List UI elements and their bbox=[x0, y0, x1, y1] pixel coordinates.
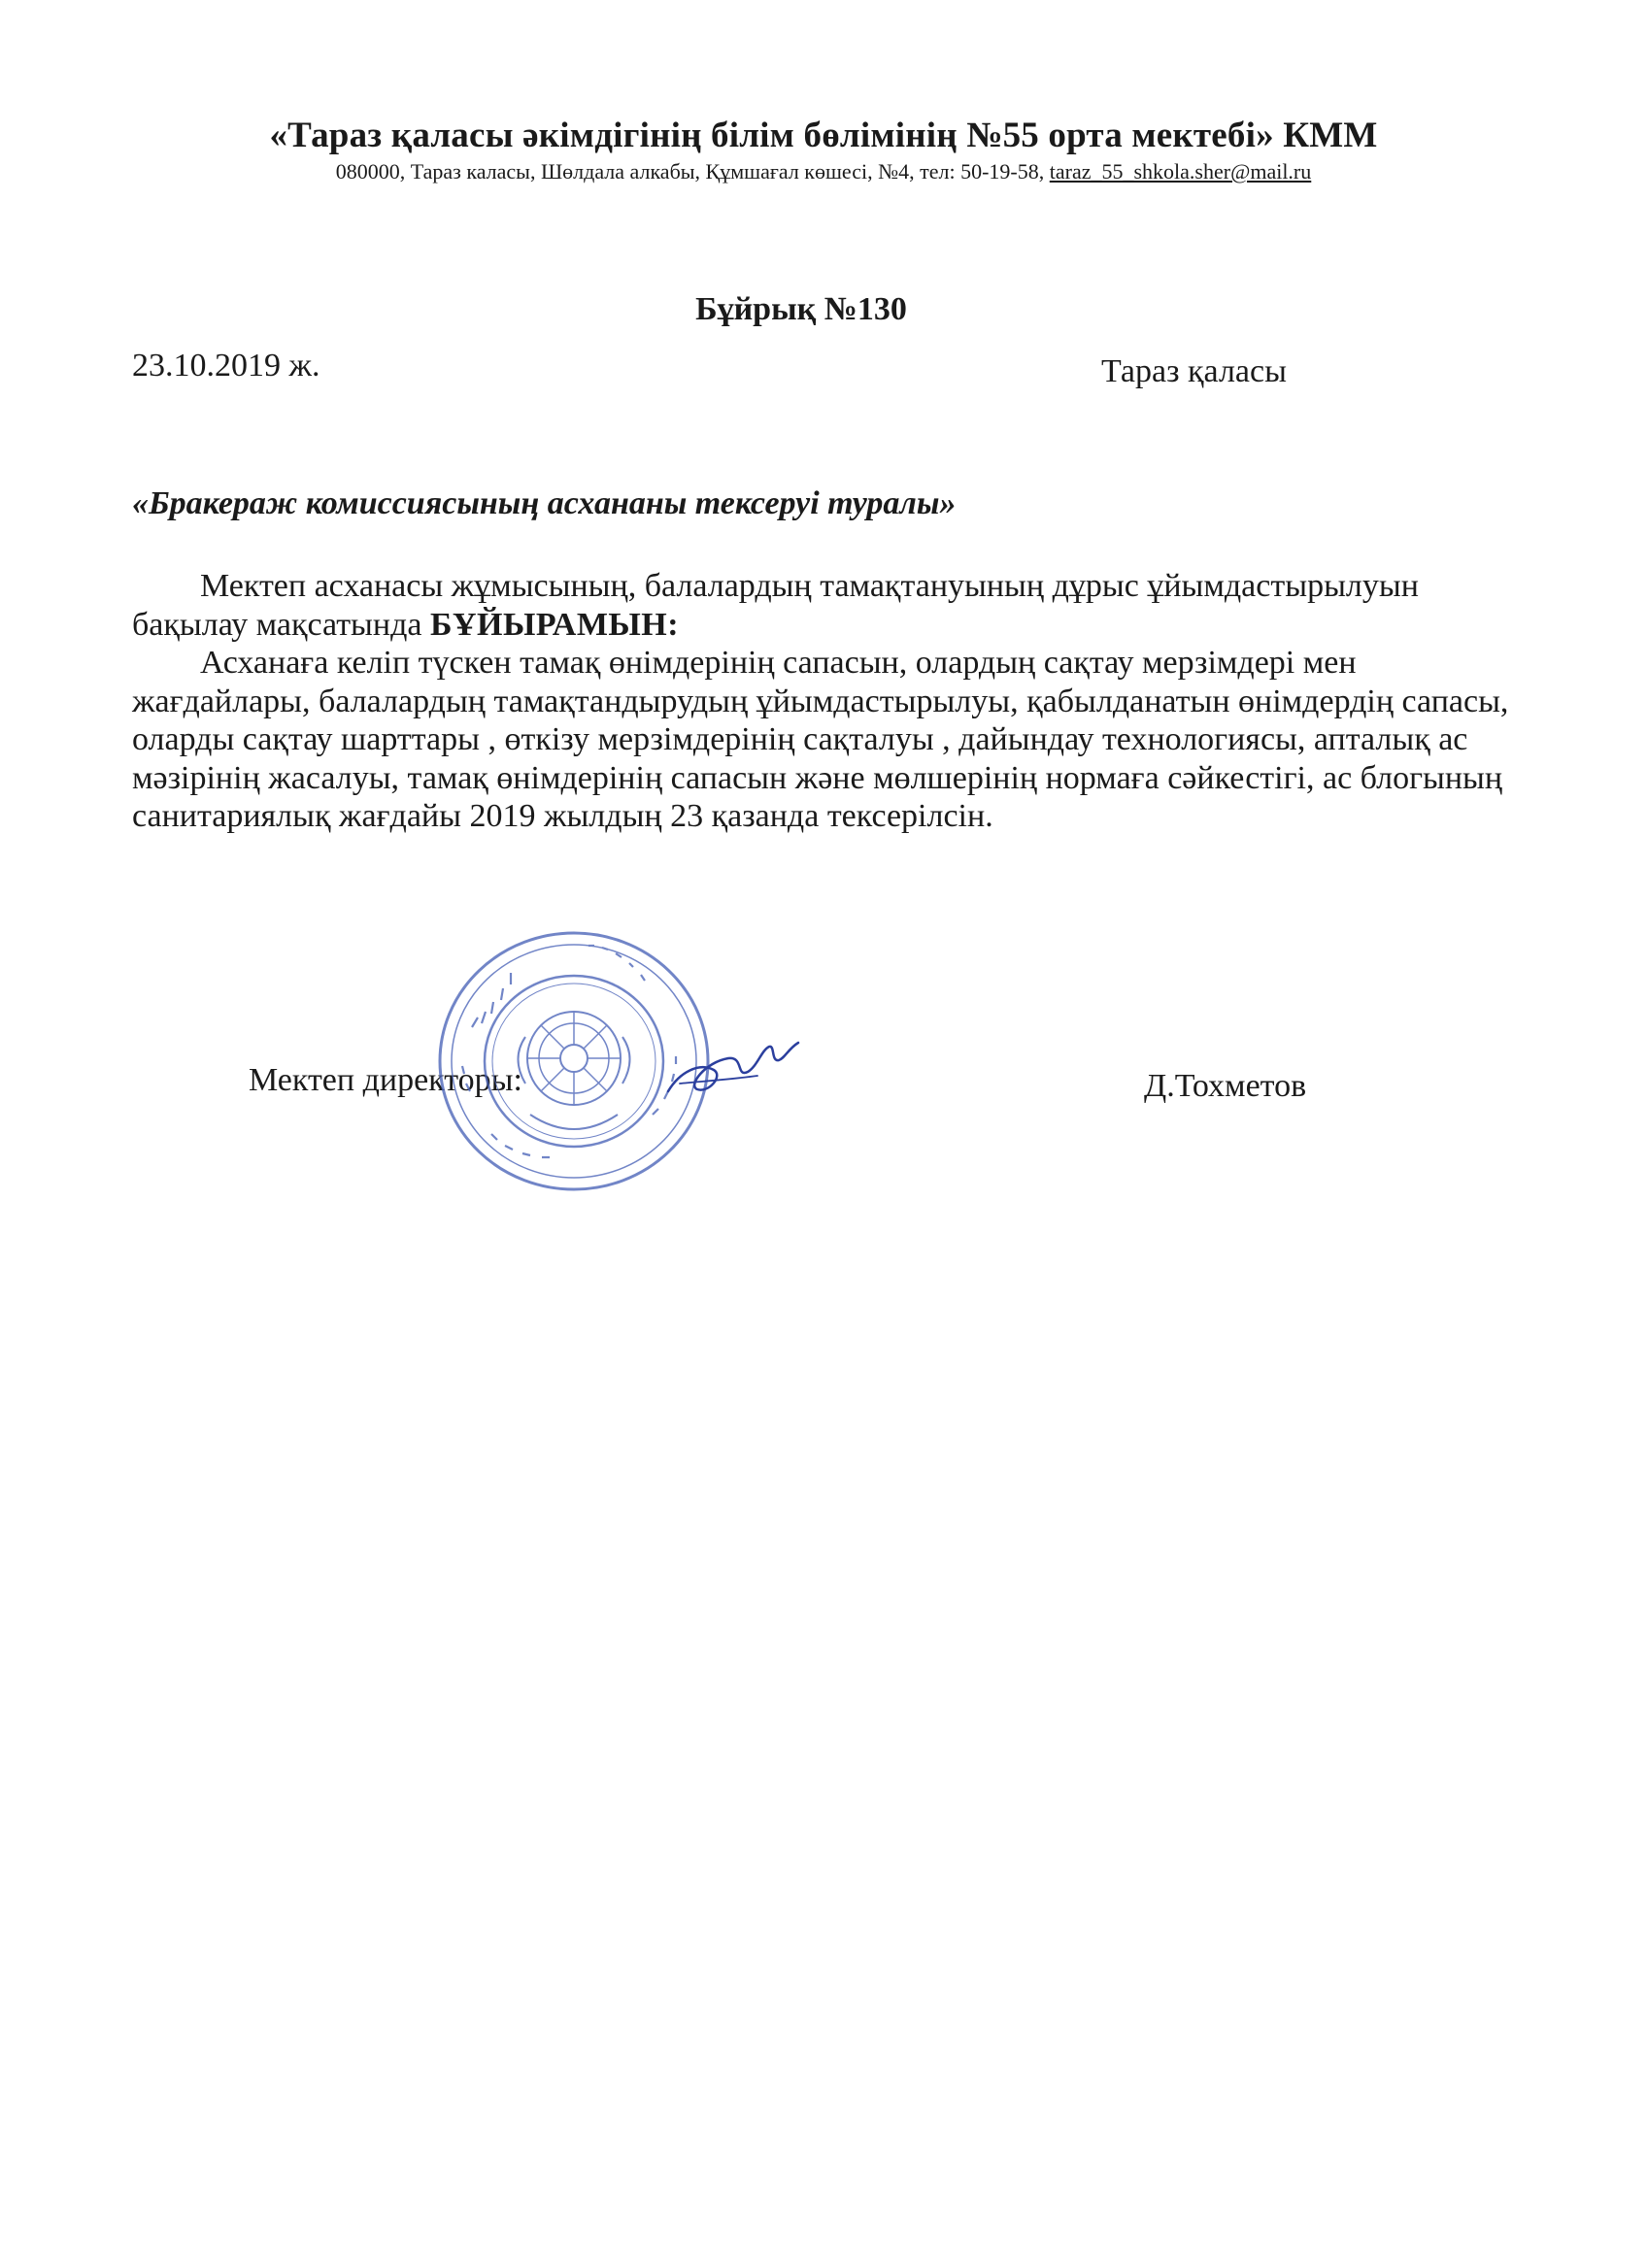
paragraph-1-text: Мектеп асханасы жұмысының, балалардың тамақтануының дұрыс ұйымдастырылуын бақылау мақсатында bbox=[132, 568, 1419, 643]
director-name: Д.Тохметов bbox=[1144, 1068, 1307, 1104]
order-number: Бұйрық №130 bbox=[695, 291, 907, 327]
organization-title: «Тараз қаласы әкімдігінің білім бөлімінің №55 орта мектебі» КММ bbox=[269, 116, 1378, 155]
director-label: Мектеп директоры: bbox=[249, 1062, 522, 1098]
body-paragraph-1 bbox=[132, 567, 1511, 644]
address-text: 080000, Тараз каласы, Шөлдала алкабы, Құмшағал көшесі, №4, тел: 50-19-58, bbox=[335, 159, 1045, 183]
paragraph-2-text: Асханаға келіп түскен тамақ өнімдерінің сапасын, олардың сақтау мерзімдері мен жағдайлары, балалардың тамақтандырудың ұйымдастырылуы, қабылданатын өнімдердің сапасы, оларды сақтау шарттары , өткізу мерзімдерінің сақталуы , дайындау технологиясы, апталық ас мәзірінің жасалуы, тамақ өнімдерінің сапасын және мөлшерінің нормаға сәйкестігі, ас блогының санитариялық жағдайы 2019 жылдың 23 қазанда тексерілсін. bbox=[132, 645, 1509, 834]
order-date: 23.10.2019 ж. bbox=[132, 348, 320, 384]
order-subject: «Бракераж комиссиясының асхананы тексеруі туралы» bbox=[132, 485, 957, 521]
order-city: Тараз қаласы bbox=[1101, 353, 1287, 389]
decree-word: БҰЙЫРАМЫН: bbox=[429, 606, 680, 643]
email-link[interactable]: taraz_55_shkola.sher@mail.ru bbox=[1049, 159, 1312, 183]
organization-address bbox=[0, 159, 1647, 184]
handwritten-signature-icon bbox=[660, 1033, 806, 1111]
body-paragraph-2 bbox=[132, 644, 1511, 836]
order-body bbox=[132, 567, 1511, 836]
